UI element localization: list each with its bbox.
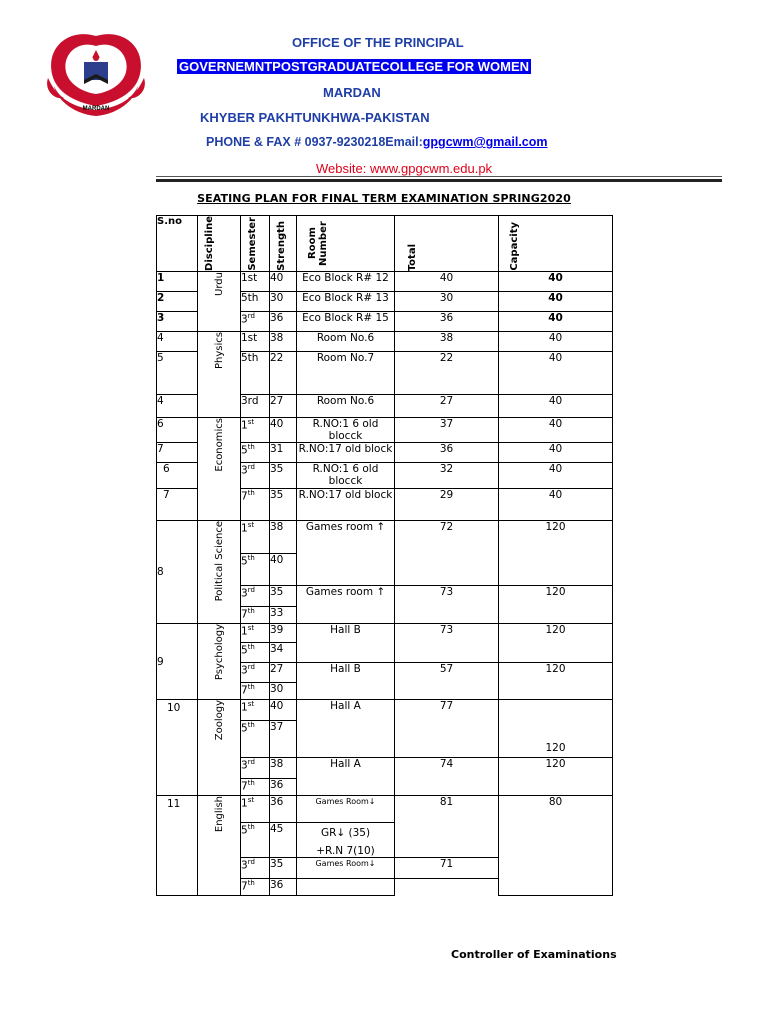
cell-strength: 35 [270,463,297,489]
cell-semester: 1st [241,272,270,292]
table-row [157,521,613,554]
cell-semester: 5th [241,352,270,395]
header-college-name [177,59,531,74]
cell-semester: 5th [241,554,270,586]
cell-semester: 3rd [241,663,270,683]
cell-room-number [297,879,395,896]
cell-total: 29 [395,489,499,521]
cell-semester: 1st [241,418,270,443]
controller-signature-line: Controller of Examinations [451,948,617,961]
cell-discipline: Zoology [198,700,241,796]
cell-semester: 1st [241,796,270,823]
table-row [157,624,613,643]
cell-capacity: 40 [499,418,613,443]
cell-total: 77 [395,700,499,758]
cell-strength: 40 [270,272,297,292]
header-divider-thick [156,179,722,182]
cell-sno: 1 [157,272,198,292]
cell-capacity: 40 [499,312,613,332]
cell-discipline: Economics [198,418,241,521]
cell-strength: 38 [270,332,297,352]
cell-total: 72 [395,521,499,586]
cell-strength: 37 [270,721,297,758]
cell-sno: 3 [157,312,198,332]
cell-strength: 39 [270,624,297,643]
college-logo [40,28,152,120]
cell-semester: 3rd [241,312,270,332]
cell-capacity: 120 [499,758,613,796]
header-contact [206,135,548,149]
cell-strength: 22 [270,352,297,395]
cell-strength: 31 [270,443,297,463]
cell-total: 36 [395,443,499,463]
cell-sno: 4 [157,332,198,352]
cell-strength: 45 [270,823,297,858]
cell-capacity: 120 [499,586,613,624]
cell-total: 22 [395,352,499,395]
cell-total: 38 [395,332,499,352]
cell-capacity: 40 [499,489,613,521]
cell-sno: 9 [157,624,198,700]
col-header-sno: S.no [157,216,198,272]
header-line-1: OFFICE OF THE PRINCIPAL [292,35,464,50]
phone-fax-text: PHONE & FAX # 0937-9230218Email: [206,135,423,149]
cell-strength: 35 [270,586,297,607]
cell-sno: 6 [157,463,198,489]
cell-semester: 7th [241,879,270,896]
cell-semester: 3rd [241,395,270,418]
cell-semester: 7th [241,607,270,624]
cell-sno: 5 [157,352,198,395]
cell-strength: 38 [270,758,297,779]
document-title: SEATING PLAN FOR FINAL TERM EXAMINATION SPRING2020 [197,192,571,205]
table-row [157,418,613,443]
cell-room-number: Games Room↓ [297,858,395,879]
cell-total: 71 [395,858,499,879]
cell-room-number: Eco Block R# 12 [297,272,395,292]
cell-room-number: Eco Block R# 15 [297,312,395,332]
cell-room-number: Games Room↓ [297,796,395,823]
cell-total: 73 [395,586,499,624]
table-header-row [157,216,613,272]
website-text[interactable]: Website: www.gpgcwm.edu.pk [316,161,493,176]
cell-strength: 36 [270,796,297,823]
cell-strength: 27 [270,663,297,683]
cell-capacity: 40 [499,272,613,292]
cell-strength: 36 [270,312,297,332]
cell-room-number: R.NO:17 old block [297,443,395,463]
table-row [157,700,613,721]
cell-room-number: R.NO:1 6 old blocck [297,463,395,489]
cell-strength: 35 [270,858,297,879]
cell-capacity: 120 [499,521,613,586]
cell-room-number: R.NO:1 6 old blocck [297,418,395,443]
cell-strength: 33 [270,607,297,624]
cell-room-number: Room No.6 [297,332,395,352]
cell-semester: 1st [241,521,270,554]
col-header-discipline: Discipline [198,216,241,272]
cell-sno: 7 [157,443,198,463]
cell-semester: 5th [241,643,270,663]
cell-semester: 1st [241,700,270,721]
cell-semester: 7th [241,489,270,521]
cell-semester: 3rd [241,858,270,879]
header-divider-thin [156,176,722,177]
header-city: MARDAN [323,85,381,100]
email-link[interactable]: gpgcwm@gmail.com [422,135,548,149]
cell-capacity: 120 [499,700,613,758]
cell-semester: 5th [241,721,270,758]
seating-plan-table [156,215,613,896]
cell-capacity: 120 [499,624,613,663]
col-header-room-number: Room Number [297,216,395,272]
table-row [157,332,613,352]
cell-room-number: R.NO:17 old block [297,489,395,521]
cell-strength: 40 [270,554,297,586]
cell-capacity: 40 [499,292,613,312]
cell-semester: 1st [241,624,270,643]
cell-room-number: Games room ↑ [297,586,395,624]
table-row [157,796,613,823]
cell-sno: 2 [157,292,198,312]
col-header-semester: Semester [241,216,270,272]
cell-sno: 11 [157,796,198,896]
cell-total: 37 [395,418,499,443]
cell-semester: 3rd [241,463,270,489]
cell-semester: 3rd [241,758,270,779]
cell-capacity: 40 [499,352,613,395]
cell-strength: 38 [270,521,297,554]
cell-sno: 4 [157,395,198,418]
cell-total: 81 [395,796,499,858]
cell-discipline: Physics [198,332,241,418]
logo-text: MARDAN [82,106,110,112]
cell-capacity: 40 [499,332,613,352]
cell-semester: 1st [241,332,270,352]
cell-total: 74 [395,758,499,796]
cell-strength: 34 [270,643,297,663]
cell-discipline: Psychology [198,624,241,700]
cell-sno: 7 [157,489,198,521]
cell-semester: 5th [241,823,270,858]
cell-strength: 30 [270,683,297,700]
cell-total: 57 [395,663,499,700]
header-province: KHYBER PAKHTUNKHWA-PAKISTAN [200,110,430,125]
cell-room-number: Hall B [297,624,395,663]
cell-strength: 27 [270,395,297,418]
cell-sno: 10 [157,700,198,796]
col-header-total: Total [395,216,499,272]
cell-total: 30 [395,292,499,312]
cell-semester: 5th [241,443,270,463]
col-header-strength: Strength [270,216,297,272]
cell-total: 40 [395,272,499,292]
cell-capacity: 40 [499,443,613,463]
cell-total: 27 [395,395,499,418]
cell-semester: 5th [241,292,270,312]
cell-capacity: 80 [499,796,613,896]
college-name-text: GOVERNEMNTPOSTGRADUATECOLLEGE FOR WOMEN [179,59,530,74]
cell-capacity: 40 [499,463,613,489]
cell-total: 32 [395,463,499,489]
cell-room-number: GR↓ (35) +R.N 7(10) [297,823,395,858]
cell-room-number: Room No.7 [297,352,395,395]
cell-strength: 36 [270,879,297,896]
cell-semester: 7th [241,683,270,700]
cell-semester: 7th [241,779,270,796]
cell-strength: 30 [270,292,297,312]
cell-semester: 3rd [241,586,270,607]
cell-room-number: Hall B [297,663,395,700]
cell-discipline: Political Science [198,521,241,624]
cell-room-number: Hall A [297,758,395,796]
cell-sno: 6 [157,418,198,443]
col-header-capacity: Capacity [499,216,613,272]
cell-total: 36 [395,312,499,332]
cell-strength: 36 [270,779,297,796]
cell-room-number: Room No.6 [297,395,395,418]
cell-capacity: 120 [499,663,613,700]
cell-strength: 35 [270,489,297,521]
cell-room-number: Games room ↑ [297,521,395,586]
cell-strength: 40 [270,418,297,443]
cell-sno: 8 [157,521,198,624]
cell-capacity: 40 [499,395,613,418]
cell-room-number: Hall A [297,700,395,758]
cell-total: 73 [395,624,499,663]
table-row [157,272,613,292]
cell-strength: 40 [270,700,297,721]
cell-room-number: Eco Block R# 13 [297,292,395,312]
cell-discipline: Urdu [198,272,241,332]
cell-discipline: English [198,796,241,896]
